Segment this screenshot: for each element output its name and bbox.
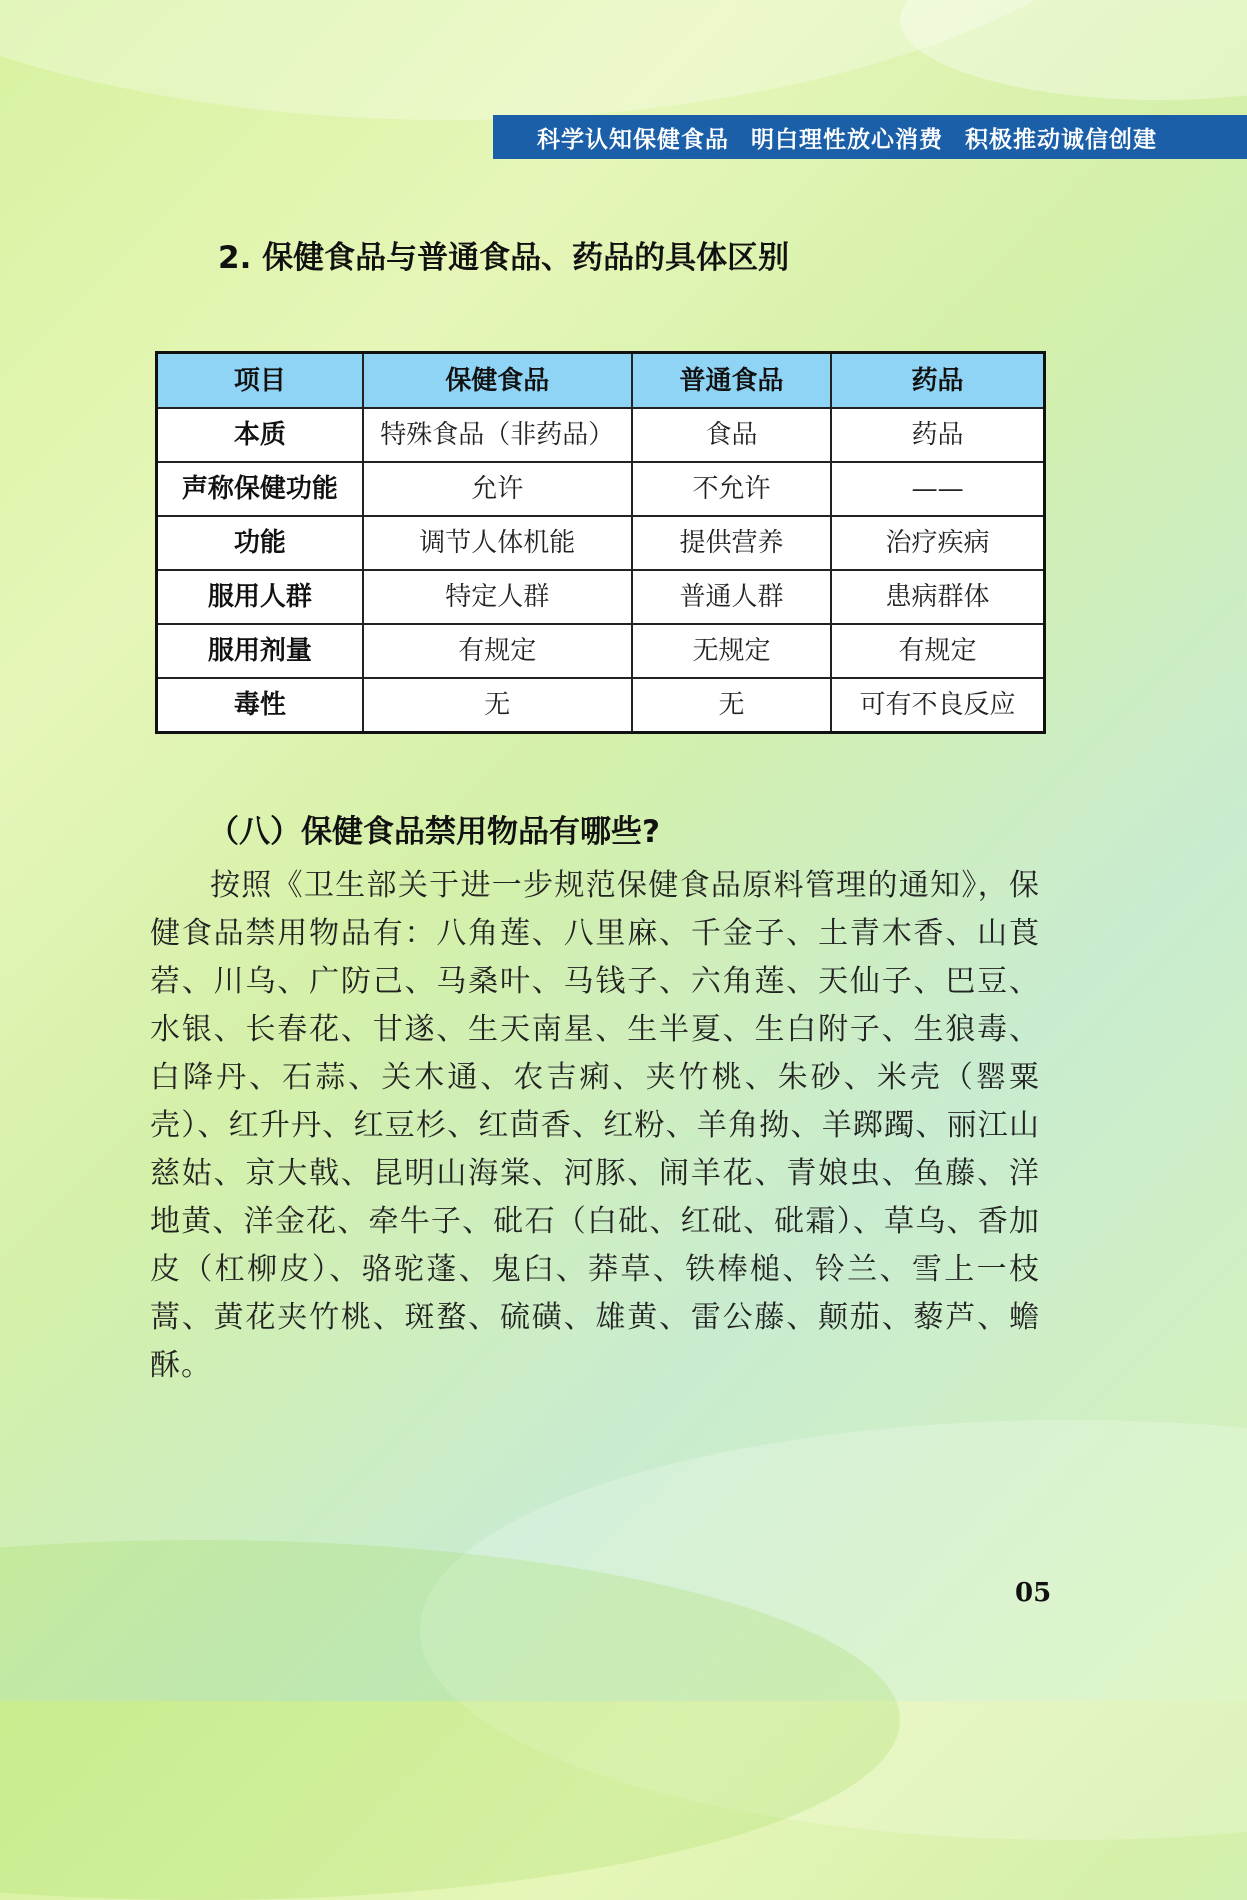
table-header-row bbox=[157, 353, 1045, 409]
table-row bbox=[157, 624, 1045, 678]
table-row bbox=[157, 462, 1045, 516]
page-number: 05 bbox=[1015, 1578, 1052, 1608]
row-header: 服用剂量 bbox=[157, 624, 363, 678]
banner-slogan-2: 明白理性放心消费 bbox=[751, 126, 943, 153]
table-cell: —— bbox=[831, 462, 1044, 516]
column-header: 保健食品 bbox=[363, 353, 632, 409]
table-cell: 特定人群 bbox=[363, 570, 632, 624]
subsection-heading: 2. 保健食品与普通食品、药品的具体区别 bbox=[218, 240, 790, 276]
table-cell: 普通人群 bbox=[632, 570, 831, 624]
banner-slogan-3: 积极推动诚信创建 bbox=[965, 126, 1157, 153]
row-header: 毒性 bbox=[157, 678, 363, 733]
table-cell: 食品 bbox=[632, 408, 831, 462]
table-cell: 不允许 bbox=[632, 462, 831, 516]
column-header: 项目 bbox=[157, 353, 363, 409]
table-cell: 提供营养 bbox=[632, 516, 831, 570]
table-row bbox=[157, 678, 1045, 733]
table-row bbox=[157, 516, 1045, 570]
table-cell: 药品 bbox=[831, 408, 1044, 462]
section-title: （八）保健食品禁用物品有哪些? bbox=[208, 814, 660, 850]
table-cell: 无 bbox=[363, 678, 632, 733]
background-swoosh bbox=[420, 1420, 1247, 1840]
table-cell: 调节人体机能 bbox=[363, 516, 632, 570]
table-cell: 无 bbox=[632, 678, 831, 733]
body-paragraph: 按照《卫生部关于进一步规范保健食品原料管理的通知》，保健食品禁用物品有：八角莲、八里麻、千金子、土青木香、山莨菪、川乌、广防己、马桑叶、马钱子、六角莲、天仙子、巴豆、水银、长春花、甘遂、生天南星、生半夏、生白附子、生狼毒、白降丹、石蒜、关木通、农吉痢、夹竹桃、朱砂、米壳（罂粟壳）、红升丹、红豆杉、红茴香、红粉、羊角拗、羊踯躅、丽江山慈姑、京大戟、昆明山海棠、河豚、闹羊花、青娘虫、鱼藤、洋地黄、洋金花、牵牛子、砒石（白砒、红砒、砒霜）、草乌、香加皮（杠柳皮）、骆驼蓬、鬼臼、莽草、铁棒槌、铃兰、雪上一枝蒿、黄花夹竹桃、斑蝥、硫磺、雄黄、雷公藤、颠茄、藜芦、蟾酥。 bbox=[150, 868, 1040, 1383]
header-banner bbox=[493, 115, 1247, 159]
row-header: 功能 bbox=[157, 516, 363, 570]
table-row bbox=[157, 570, 1045, 624]
background-swoosh bbox=[0, 0, 1200, 120]
row-header: 服用人群 bbox=[157, 570, 363, 624]
row-header: 声称保健功能 bbox=[157, 462, 363, 516]
table-cell: 可有不良反应 bbox=[831, 678, 1044, 733]
column-header: 药品 bbox=[831, 353, 1044, 409]
column-header: 普通食品 bbox=[632, 353, 831, 409]
table-cell: 患病群体 bbox=[831, 570, 1044, 624]
table-cell: 特殊食品（非药品） bbox=[363, 408, 632, 462]
row-header: 本质 bbox=[157, 408, 363, 462]
background-swoosh bbox=[0, 1540, 900, 1900]
table-row bbox=[157, 408, 1045, 462]
table-cell: 有规定 bbox=[363, 624, 632, 678]
comparison-table bbox=[155, 351, 1046, 734]
table-cell: 有规定 bbox=[831, 624, 1044, 678]
table-cell: 治疗疾病 bbox=[831, 516, 1044, 570]
banner-slogan-1: 科学认知保健食品 bbox=[537, 126, 729, 153]
background-swoosh bbox=[900, 0, 1247, 100]
table-cell: 无规定 bbox=[632, 624, 831, 678]
table-cell: 允许 bbox=[363, 462, 632, 516]
